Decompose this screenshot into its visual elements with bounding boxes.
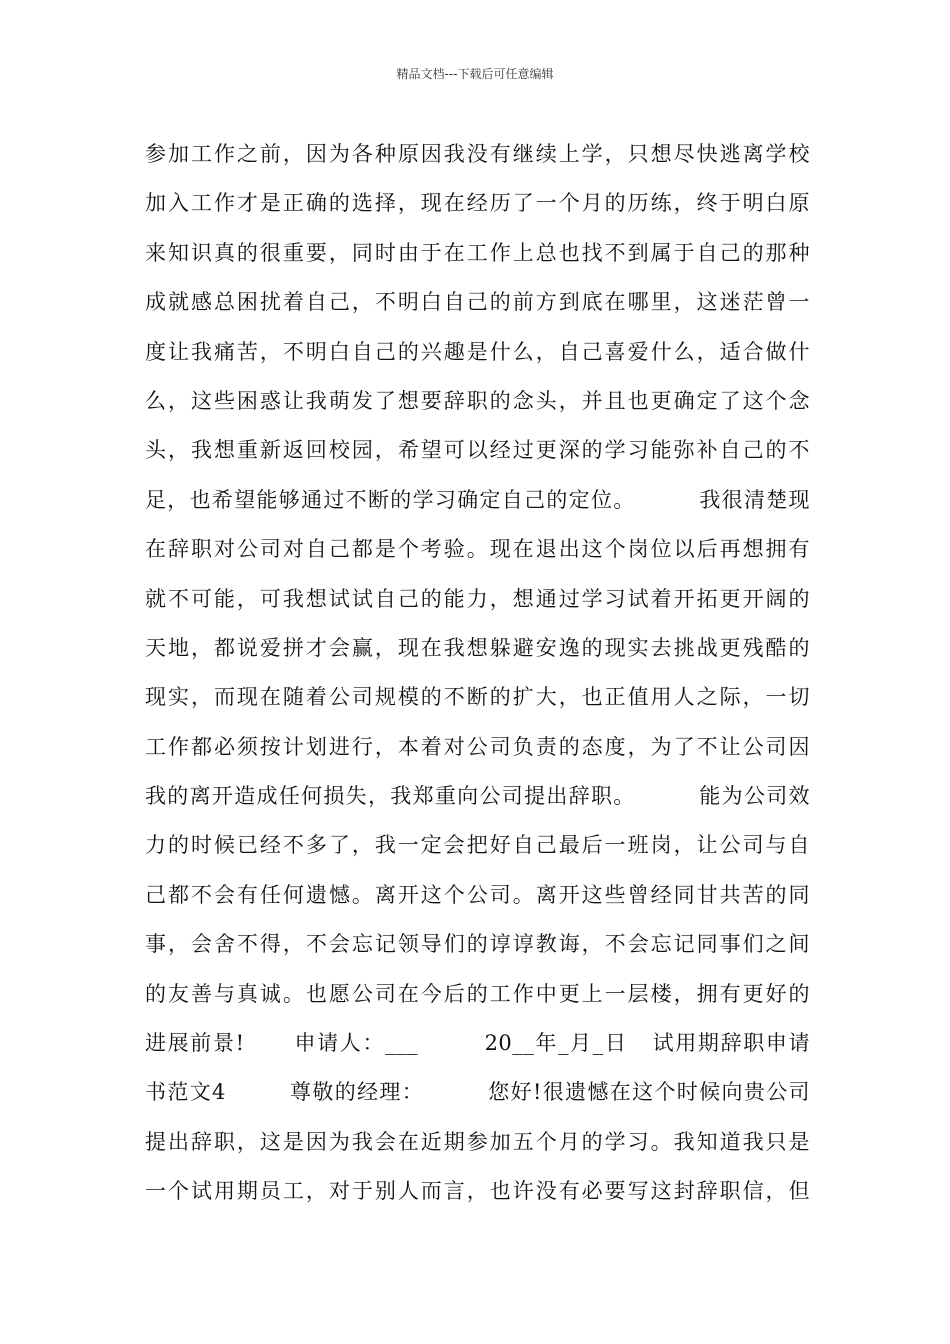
text-line: 头，我想重新返回校园，希望可以经过更深的学习能弥补自己的不: [145, 438, 810, 463]
text-line: 度让我痛苦，不明白自己的兴趣是什么，自己喜爱什么，适合做什: [145, 339, 810, 364]
text-line: 书范文4 尊敬的经理： 您好!很遗憾在这个时候向贵公司: [145, 1080, 810, 1105]
text-line: 就不可能，可我想试试自己的能力，想通过学习试着开拓更开阔的: [145, 586, 810, 611]
text-line: 天地，都说爱拼才会赢，现在我想躲避安逸的现实去挑战更残酷的: [145, 635, 810, 660]
text-line: 提出辞职，这是因为我会在近期参加五个月的学习。我知道我只是: [145, 1129, 810, 1154]
text-line: 事，会舍不得，不会忘记领导们的谆谆教诲，不会忘记同事们之间: [145, 932, 810, 957]
text-line: 加入工作才是正确的选择，现在经历了一个月的历练，终于明白原: [145, 191, 810, 216]
text-line: 一个试用期员工，对于别人而言，也许没有必要写这封辞职信，但: [145, 1179, 810, 1204]
text-line: 现实，而现在随着公司规模的不断的扩大，也正值用人之际，一切: [145, 685, 810, 710]
text-line: 在辞职对公司对自己都是个考验。现在退出这个岗位以后再想拥有: [145, 537, 810, 562]
text-line: 成就感总困扰着自己，不明白自己的前方到底在哪里，这迷茫曾一: [145, 290, 810, 315]
text-line: 参加工作之前，因为各种原因我没有继续上学，只想尽快逃离学校: [145, 142, 810, 166]
text-line: 的友善与真诚。也愿公司在今后的工作中更上一层楼，拥有更好的: [145, 981, 810, 1006]
text-line: 来知识真的很重要，同时由于在工作上总也找不到属于自己的那种: [145, 240, 810, 265]
text-line: 么，这些困惑让我萌发了想要辞职的念头，并且也更确定了这个念: [145, 388, 810, 413]
text-line: 足，也希望能够通过不断的学习确定自己的定位。 我很清楚现: [145, 487, 810, 512]
document-body: [145, 130, 810, 1217]
text-line: 工作都必须按计划进行，本着对公司负责的态度，为了不让公司因: [145, 734, 810, 759]
page-header: 精品文档---下载后可任意编辑: [396, 67, 554, 81]
text-line: 我的离开造成任何损失，我郑重向公司提出辞职。 能为公司效: [145, 784, 810, 809]
text-line: 力的时候已经不多了，我一定会把好自己最后一班岗，让公司与自: [145, 833, 810, 858]
text-line: 己都不会有任何遗憾。离开这个公司。离开这些曾经同甘共苦的同: [145, 882, 810, 907]
text-line: 进展前景! 申请人：___ 20__年_月_日 试用期辞职申请: [145, 1031, 810, 1056]
